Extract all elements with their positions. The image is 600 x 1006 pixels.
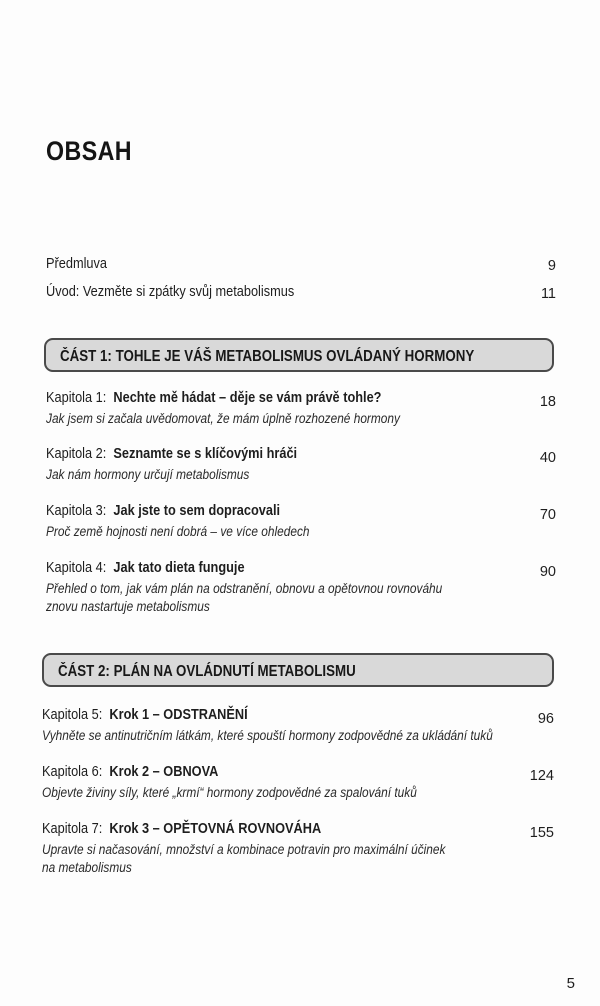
- part-title: PLÁN NA OVLÁDNUTÍ METABOLISMU: [113, 663, 356, 680]
- chapter-description: znovu nastartuje metabolismus: [46, 599, 210, 614]
- chapter-label: Kapitola 5:: [42, 707, 103, 723]
- chapter-title: Jak jste to sem dopracovali: [113, 503, 281, 519]
- chapter-label: Kapitola 3:: [46, 503, 107, 519]
- chapter-description: Jak jsem si začala uvědomovat, že mám úplně rozhozené hormony: [46, 411, 400, 426]
- chapter-title: Krok 3 – OPĚTOVNÁ ROVNOVÁHA: [109, 821, 322, 837]
- chapter-label: Kapitola 1:: [46, 390, 107, 406]
- entry-label: Předmluva: [46, 256, 107, 272]
- chapter-page: 90: [539, 564, 556, 580]
- chapter-label: Kapitola 7:: [42, 821, 103, 837]
- chapter-page: 155: [529, 825, 554, 841]
- part-1-header: [44, 338, 554, 372]
- entry-page: 9: [547, 258, 556, 274]
- part-prefix: ČÁST 2:: [58, 663, 110, 680]
- chapter-page: 96: [537, 711, 554, 727]
- chapter-description: na metabolismus: [42, 860, 132, 875]
- chapter-page: 40: [539, 450, 556, 466]
- chapter-label: Kapitola 6:: [42, 764, 103, 780]
- chapter-title: Seznamte se s klíčovými hráči: [113, 446, 298, 462]
- page-title: OBSAH: [46, 136, 133, 166]
- chapter-page: 70: [539, 507, 556, 523]
- entry-page: 11: [540, 286, 556, 302]
- chapter-description: Přehled o tom, jak vám plán na odstranění, obnovu a opětovnou rovnováhu: [46, 581, 443, 596]
- chapter-description: Jak nám hormony určují metabolismus: [46, 467, 250, 482]
- chapter-description: Vyhněte se antinutričním látkám, které spouští hormony zodpovědné za ukládání tuků: [42, 728, 493, 743]
- page-number: 5: [566, 975, 575, 992]
- part-title: TOHLE JE VÁŠ METABOLISMUS OVLÁDANÝ HORMONY: [115, 348, 475, 365]
- part-prefix: ČÁST 1:: [60, 348, 112, 365]
- chapter-title: Nechte mě hádat – děje se vám právě tohle?: [113, 390, 382, 406]
- chapter-label: Kapitola 4:: [46, 560, 107, 576]
- chapter-title: Jak tato dieta funguje: [113, 560, 245, 576]
- chapter-title: Krok 1 – ODSTRANĚNÍ: [109, 707, 248, 723]
- entry-label: Úvod: Vezměte si zpátky svůj metabolismus: [46, 284, 295, 300]
- chapter-description: Objevte živiny síly, které „krmí“ hormony zodpovědné za spalování tuků: [42, 785, 417, 800]
- chapter-title: Krok 2 – OBNOVA: [109, 764, 219, 780]
- chapter-page: 124: [529, 768, 554, 784]
- part-2-header: [42, 653, 554, 687]
- chapter-label: Kapitola 2:: [46, 446, 107, 462]
- chapter-description: Proč země hojnosti není dobrá – ve více ohledech: [46, 524, 310, 539]
- chapter-description: Upravte si načasování, množství a kombinace potravin pro maximální účinek: [42, 842, 446, 857]
- chapter-page: 18: [539, 394, 556, 410]
